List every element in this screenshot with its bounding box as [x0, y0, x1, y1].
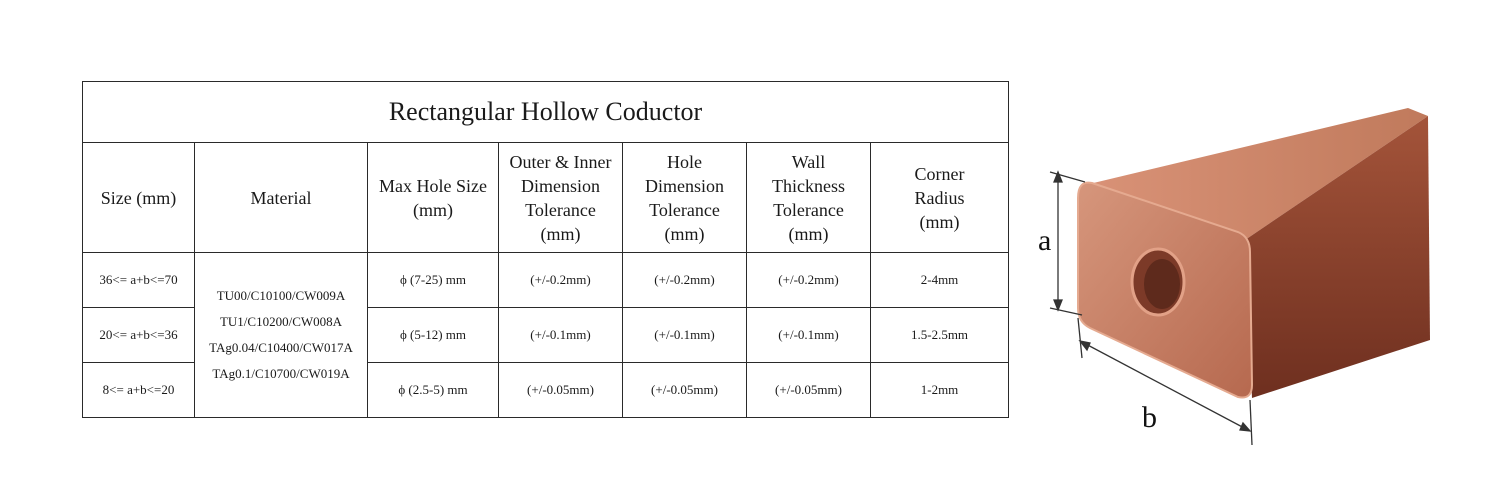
cell-max-hole: ϕ (5-12) mm — [368, 308, 499, 363]
header-hole-tol-line: Hole — [667, 151, 702, 172]
material-item: TAg0.1/C10700/CW019A — [212, 366, 350, 381]
header-max-hole-line: Max Hole Size — [379, 175, 487, 196]
copper-bar-image — [1078, 108, 1430, 398]
cell-corner: 1.5-2.5mm — [871, 308, 1009, 363]
header-corner-line: Radius — [914, 187, 965, 208]
header-hole-tol-line: Tolerance — [649, 199, 720, 220]
dimension-a-label: a — [1038, 224, 1052, 257]
header-hole-tol-line: (mm) — [664, 223, 705, 244]
header-wall-tolerance — [747, 143, 871, 253]
cell-hole-tol: (+/-0.2mm) — [623, 253, 747, 308]
cell-outer-inner: (+/-0.2mm) — [499, 253, 623, 308]
header-max-hole-line: (mm) — [413, 199, 453, 220]
cell-max-hole: ϕ (7-25) mm — [368, 253, 499, 308]
cell-outer-inner: (+/-0.1mm) — [499, 308, 623, 363]
header-corner-line: Corner — [914, 163, 965, 184]
header-outer-inner-tolerance — [499, 143, 623, 253]
cell-corner: 1-2mm — [871, 363, 1009, 418]
header-size: Size (mm) — [83, 143, 195, 253]
cell-hole-tol: (+/-0.1mm) — [623, 308, 747, 363]
header-outer-inner-line: Outer & Inner — [509, 151, 612, 172]
cell-hole-tol: (+/-0.05mm) — [623, 363, 747, 418]
cell-wall-tol: (+/-0.2mm) — [747, 253, 871, 308]
header-row — [83, 143, 1009, 253]
header-hole-tolerance — [623, 143, 747, 253]
header-wall-tol-line: Wall — [791, 151, 826, 172]
header-outer-inner-line: (mm) — [540, 223, 581, 244]
cell-material — [195, 253, 368, 418]
material-item: TAg0.04/C10400/CW017A — [209, 340, 353, 355]
header-outer-inner-line: Tolerance — [525, 199, 596, 220]
table-row — [83, 253, 1009, 308]
cell-size: 20<= a+b<=36 — [83, 308, 195, 363]
header-wall-tol-line: (mm) — [788, 223, 829, 244]
header-hole-tol-line: Dimension — [645, 175, 724, 196]
material-item: TU00/C10100/CW009A — [216, 288, 346, 303]
header-corner-radius — [871, 143, 1009, 253]
header-outer-inner-line: Dimension — [521, 175, 600, 196]
header-material: Material — [195, 143, 368, 253]
cell-corner: 2-4mm — [871, 253, 1009, 308]
cell-max-hole: ϕ (2.5-5) mm — [368, 363, 499, 418]
table-title: Rectangular Hollow Coductor — [83, 82, 1009, 143]
cell-size: 36<= a+b<=70 — [83, 253, 195, 308]
cell-size: 8<= a+b<=20 — [83, 363, 195, 418]
cell-wall-tol: (+/-0.1mm) — [747, 308, 871, 363]
material-item: TU1/C10200/CW008A — [219, 314, 343, 329]
header-wall-tol-line: Tolerance — [773, 199, 844, 220]
header-max-hole — [368, 143, 499, 253]
cell-outer-inner: (+/-0.05mm) — [499, 363, 623, 418]
cell-wall-tol: (+/-0.05mm) — [747, 363, 871, 418]
conductor-diagram — [1030, 100, 1450, 460]
header-wall-tol-line: Thickness — [772, 175, 845, 196]
spec-table — [82, 81, 1009, 418]
dimension-b-label: b — [1142, 401, 1157, 434]
header-corner-line: (mm) — [919, 211, 960, 232]
